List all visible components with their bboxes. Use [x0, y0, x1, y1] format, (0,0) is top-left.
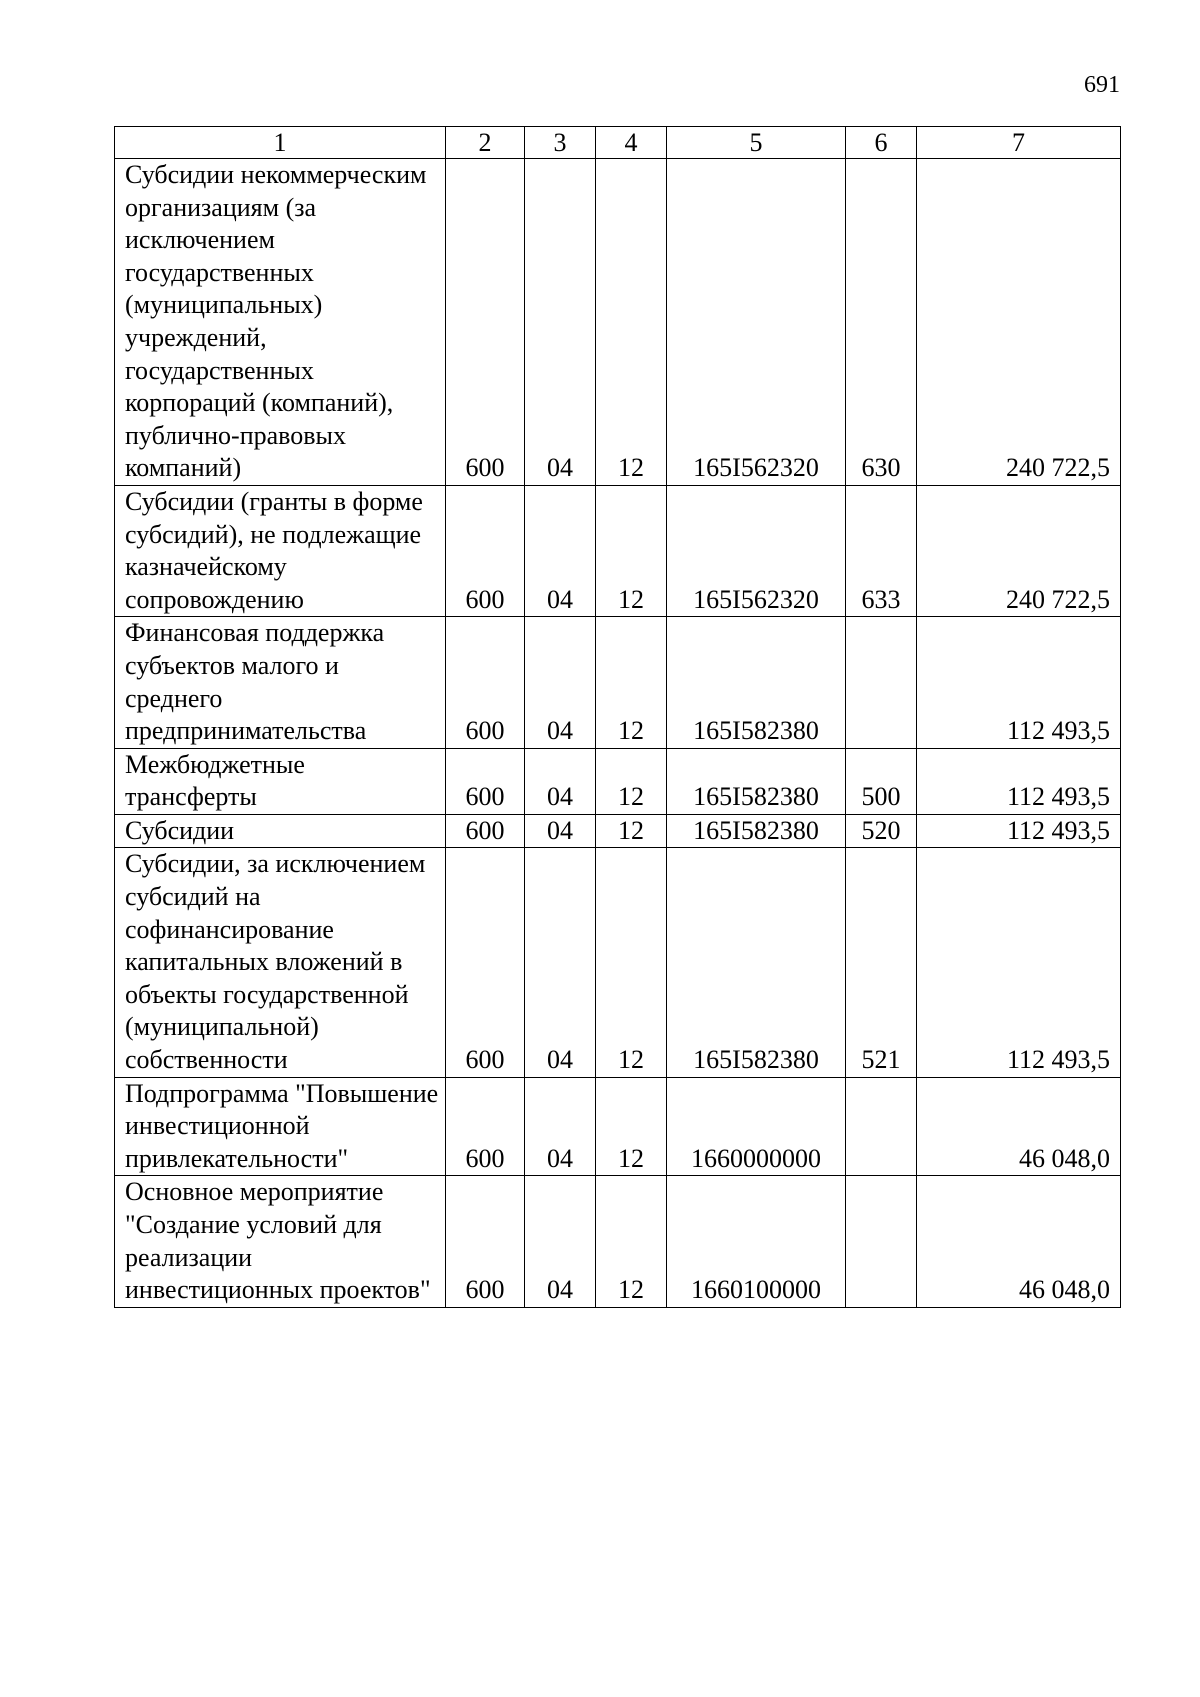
cell-col3: 04: [525, 848, 596, 1077]
column-header: 7: [917, 127, 1121, 159]
cell-amount: 46 048,0: [917, 1176, 1121, 1307]
row-name: Субсидии: [115, 814, 446, 848]
table-row: [115, 617, 1121, 748]
row-name: Межбюджетные трансферты: [115, 748, 446, 814]
cell-amount: 46 048,0: [917, 1077, 1121, 1176]
table-row: [115, 1176, 1121, 1307]
cell-amount: 240 722,5: [917, 485, 1121, 616]
column-header: 5: [667, 127, 846, 159]
table-row: [115, 1077, 1121, 1176]
cell-col2: 600: [446, 748, 525, 814]
cell-col5: 165I582380: [667, 748, 846, 814]
cell-col4: 12: [596, 848, 667, 1077]
cell-col3: 04: [525, 617, 596, 748]
table-row: [115, 159, 1121, 486]
cell-amount: 112 493,5: [917, 814, 1121, 848]
cell-col3: 04: [525, 485, 596, 616]
column-header: 2: [446, 127, 525, 159]
column-header: 6: [846, 127, 917, 159]
column-header: 4: [596, 127, 667, 159]
cell-col5: 165I562320: [667, 485, 846, 616]
cell-col6: 630: [846, 159, 917, 486]
cell-col2: 600: [446, 485, 525, 616]
cell-col6: 633: [846, 485, 917, 616]
cell-col6: [846, 1077, 917, 1176]
row-name: Субсидии некоммерческим организациям (за исключением государственных (муниципальных) учреждений, государственных корпораций (компаний), публично-правовых компаний): [115, 159, 446, 486]
column-header: 1: [115, 127, 446, 159]
cell-col5: 165I582380: [667, 814, 846, 848]
cell-col5: 1660100000: [667, 1176, 846, 1307]
page-number: 691: [1084, 72, 1120, 98]
table-row: [115, 485, 1121, 616]
row-name: Финансовая поддержка субъектов малого и среднего предпринимательства: [115, 617, 446, 748]
cell-col3: 04: [525, 1077, 596, 1176]
cell-col2: 600: [446, 159, 525, 486]
cell-col2: 600: [446, 617, 525, 748]
cell-col5: 165I582380: [667, 617, 846, 748]
cell-col3: 04: [525, 814, 596, 848]
cell-col2: 600: [446, 1176, 525, 1307]
cell-col2: 600: [446, 814, 525, 848]
cell-col4: 12: [596, 617, 667, 748]
cell-col6: 521: [846, 848, 917, 1077]
budget-table: [114, 126, 1121, 1308]
cell-col2: 600: [446, 848, 525, 1077]
row-name: Подпрограмма "Повышение инвестиционной привлекательности": [115, 1077, 446, 1176]
cell-col3: 04: [525, 748, 596, 814]
cell-amount: 112 493,5: [917, 748, 1121, 814]
cell-amount: 112 493,5: [917, 617, 1121, 748]
column-header: 3: [525, 127, 596, 159]
cell-col6: 520: [846, 814, 917, 848]
cell-col6: [846, 1176, 917, 1307]
cell-col5: 165I582380: [667, 848, 846, 1077]
table-row: [115, 814, 1121, 848]
cell-col4: 12: [596, 159, 667, 486]
cell-col4: 12: [596, 814, 667, 848]
cell-amount: 112 493,5: [917, 848, 1121, 1077]
cell-col5: 165I562320: [667, 159, 846, 486]
cell-col4: 12: [596, 1077, 667, 1176]
cell-col6: 500: [846, 748, 917, 814]
cell-col4: 12: [596, 1176, 667, 1307]
row-name: Субсидии (гранты в форме субсидий), не подлежащие казначейскому сопровождению: [115, 485, 446, 616]
cell-amount: 240 722,5: [917, 159, 1121, 486]
cell-col6: [846, 617, 917, 748]
cell-col3: 04: [525, 1176, 596, 1307]
table-header-row: [115, 127, 1121, 159]
table-row: [115, 748, 1121, 814]
cell-col5: 1660000000: [667, 1077, 846, 1176]
cell-col4: 12: [596, 485, 667, 616]
cell-col2: 600: [446, 1077, 525, 1176]
cell-col4: 12: [596, 748, 667, 814]
row-name: Основное мероприятие "Создание условий для реализации инвестиционных проектов": [115, 1176, 446, 1307]
table-row: [115, 848, 1121, 1077]
row-name: Субсидии, за исключением субсидий на софинансирование капитальных вложений в объекты государственной (муниципальной) собственности: [115, 848, 446, 1077]
cell-col3: 04: [525, 159, 596, 486]
